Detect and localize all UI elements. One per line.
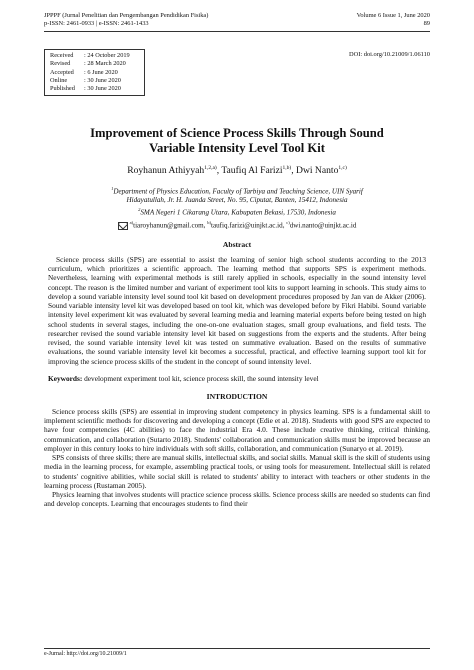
journal-header	[44, 12, 430, 28]
abstract-body: Science process skills (SPS) are essential to assist the learning of senior high school students according to the 2013 curriculum, which prioritizes a scientific approach. The learning method that supports SPS is experiment methods. Nevertheless, learning with experimental methods is still rarely applied in schools, especially in the sound intensity level concept. The reason is the limited number and variant of experiment tool kits to support learning in schools. This study aims to develop a sound variable intensity level sound tool kit based on development procedures proposed by Jan van de Akker (2006). Sound variable intensity level kit was developed based on tool kit, which was developed before by Fikri Habibi. Sound variable intensity level experiment kit was evaluated by several learning media and learning material experts before being tested on high school students in several stages, including the one-on-one evaluation stages, small group evaluations, and field tests. The researcher revised the sound variable intensity level kit based on suggestions from the experts and the students. After being revised, the sound variable intensity level kit was tested on summative evaluation. Based on the results of summative evaluations, the sound variable intensity level kit becomes a successful, practical, and effective learning support tool kit for improving the science process skills of the student in the concept of sound intensity level.	[48, 254, 426, 366]
journal-name: JPPPF (Jurnal Penelitian dan Pengembangan Pendidikan Fisika)	[44, 12, 209, 19]
doi[interactable]: DOI: doi.org/10.21009/1.06110	[349, 51, 430, 58]
issn-line: p-ISSN: 2461-0933 | e-ISSN: 2461-1433	[44, 20, 149, 27]
email-line: $^{a)}$tiaroyhanun@gmail.com, $^{b)}$taufiq.farizi@uinjkt.ac.id, $^{c)}$dwi.nanto@uinjkt.ac.id	[44, 220, 430, 229]
paper-title: Improvement of Science Process Skills Through Sound Variable Intensity Level Tool Kit	[90, 126, 384, 156]
email-link[interactable]: taufiq.farizi@uinjkt.ac.id,	[210, 221, 287, 230]
email-link[interactable]: tiaroyhanun@gmail.com,	[133, 221, 208, 230]
author-list: Royhanun Athiyyah$^{1,2,a)}$, Taufiq Al Farizi$^{1,b)}$, Dwi Nanto$^{1,c)}$	[127, 165, 347, 177]
author-name: Dwi Nanto	[296, 165, 339, 177]
date-row-accepted: Accepted : 6 June 2020	[50, 68, 118, 76]
meta-row	[44, 49, 430, 96]
keywords-label: Keywords:	[48, 373, 83, 383]
intro-paragraph: Physics learning that involves students will practice science process skills. Science process skills are needed so students can find and develop concepts. Learning that encourages students to find their	[44, 490, 430, 509]
author-name: Taufiq Al Farizi	[221, 165, 283, 177]
introduction-body	[44, 407, 430, 509]
page-number: 89	[423, 20, 430, 27]
keywords-text: development experiment tool kit, science process skill, the sound intensity level	[82, 373, 319, 383]
intro-paragraph: SPS consists of three skills; there are manual skills, intellectual skills, and social skills. Manual skill is the skill of students using media in the learning process, for example, assembling practical tools, or using tools for measurement. Intellectual skill is related to students' cognitive abilities, while social skill is related to students' ability to interact with teachers or other students in the learning process (Rustaman 2005).	[44, 453, 430, 490]
date-row-published: Published : 30 June 2020	[50, 85, 121, 93]
email-link[interactable]: dwi.nanto@uinjkt.ac.id	[289, 221, 357, 230]
page-footer: e-Jurnal: http://doi.org/10.21009/1	[44, 648, 430, 657]
dates-box	[44, 49, 145, 96]
affiliation-2: $^2$SMA Negeri 1 Cikarang Utara, Kabupaten Bekasi, 17530, Indonesia	[138, 207, 336, 217]
introduction-heading: INTRODUCTION	[206, 391, 268, 401]
affiliation-1: $^1$Department of Physics Education, Faculty of Tarbiya and Teaching Science, UIN Syarif	[111, 185, 363, 196]
volume-line: Volume 6 Issue 1, June 2020	[356, 12, 430, 19]
date-row-online: Online : 30 June 2020	[50, 76, 121, 84]
date-row-revised: Revised : 28 March 2020	[50, 60, 126, 68]
affiliations	[44, 184, 430, 218]
keywords	[48, 374, 426, 383]
affiliation-1-line2: Hidayatullah, Jr. H. Juanda Street, No. 95, Ciputat, Banten, 15412, Indonesia	[126, 196, 348, 205]
date-row-received: Received : 24 October 2019	[50, 52, 130, 59]
envelope-icon	[118, 222, 128, 230]
header-rule	[44, 31, 430, 32]
abstract-heading: Abstract	[222, 239, 252, 249]
intro-paragraph: Science process skills (SPS) are essential in improving student competency in physics learning. SPS is a fundamental skill to implement scientific methods for discovering and developing a concept (Edie et al. 2018). Students with good SPS are expected to have four competencies (4C abilities) to face the industrial Era 4.0. These include creative thinking, critical thinking, communication, and collaboration (Sutarto 2018). Students' collaboration and communication skills must be improved because an employer in this century looks to hire individuals with soft skills, collaboration, and communication (Sunaryo et al. 2019).	[44, 406, 430, 453]
author-name: Royhanun Athiyyah	[127, 165, 205, 177]
